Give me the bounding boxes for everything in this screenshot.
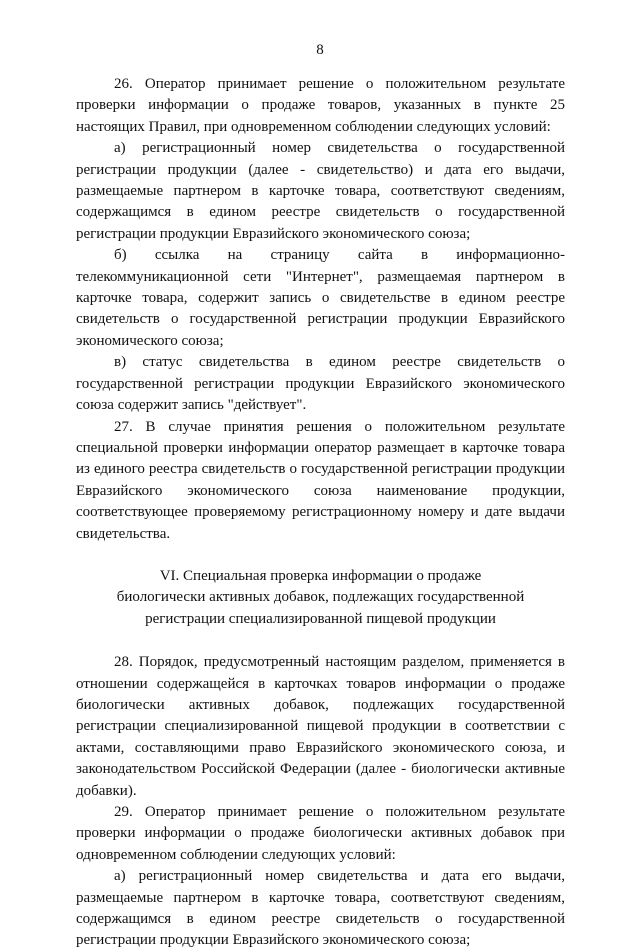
paragraph-29: 29. Оператор принимает решение о положительном результате проверки информации о продаже биологически активных добавок при одновременном соблюдении следующих условий: xyxy=(76,804,565,863)
paragraph-26-a: а) регистрационный номер свидетельства о государственной регистрации продукции (далее - свидетельство) и дата его выдачи, размещаемые партнером в карточке товара, соответствуют сведениям, содержащимся в едином реестре свидетельств о государственной регистрации продукции Евразийского экономического союза; xyxy=(76,140,565,242)
page-number: 8 xyxy=(316,42,324,58)
paragraph-27: 27. В случае принятия решения о положительном результате специальной проверки информации оператор размещает в карточке товара из единого реестра свидетельств о государственной регистрации продукции Евразийского экономического союза наименование продукции, соответствующее проверяемому регистрационному номеру и дате выдачи свидетельства. xyxy=(76,418,565,542)
section-heading xyxy=(76,566,565,630)
paragraph-26-b: б) ссылка на страницу сайта в информационно-телекоммуникационной сети "Интернет", размещаемая партнером в карточке товара, содержит запись о свидетельстве в едином реестре свидетельств о государственной регистрации продукции Евразийского экономического союза; xyxy=(76,247,565,349)
section-heading-line-3: регистрации специализированной пищевой продукции xyxy=(145,610,496,627)
paragraph-26-v: в) статус свидетельства в едином реестре свидетельств о государственной регистрации продукции Евразийского экономического союза содержит запись "действует". xyxy=(76,354,565,414)
paragraph-28: 28. Порядок, предусмотренный настоящим разделом, применяется в отношении содержащейся в карточках товаров информации о продаже биологически активных добавок, подлежащих государственной регистрации специализированной пищевой продукции в соответствии с актами, составляющими право Евразийского экономического союза, и законодательством Российской Федерации (далее - биологически активные добавки). xyxy=(76,654,565,799)
section-heading-line-1: VI. Специальная проверка информации о продаже xyxy=(159,567,482,584)
document-body xyxy=(76,74,565,952)
section-heading-line-2: биологически активных добавок, подлежащих государственной xyxy=(116,589,525,606)
paragraph-29-a: а) регистрационный номер свидетельства и дата его выдачи, размещаемые партнером в карточке товара, соответствуют сведениям, содержащимся в едином реестре свидетельств о государственной регистрации продукции Евразийского экономического союза; xyxy=(76,868,565,949)
paragraph-26: 26. Оператор принимает решение о положительном результате проверки информации о продаже товаров, указанных в пункте 25 настоящих Правил, при одновременном соблюдении следующих условий: xyxy=(76,76,565,135)
